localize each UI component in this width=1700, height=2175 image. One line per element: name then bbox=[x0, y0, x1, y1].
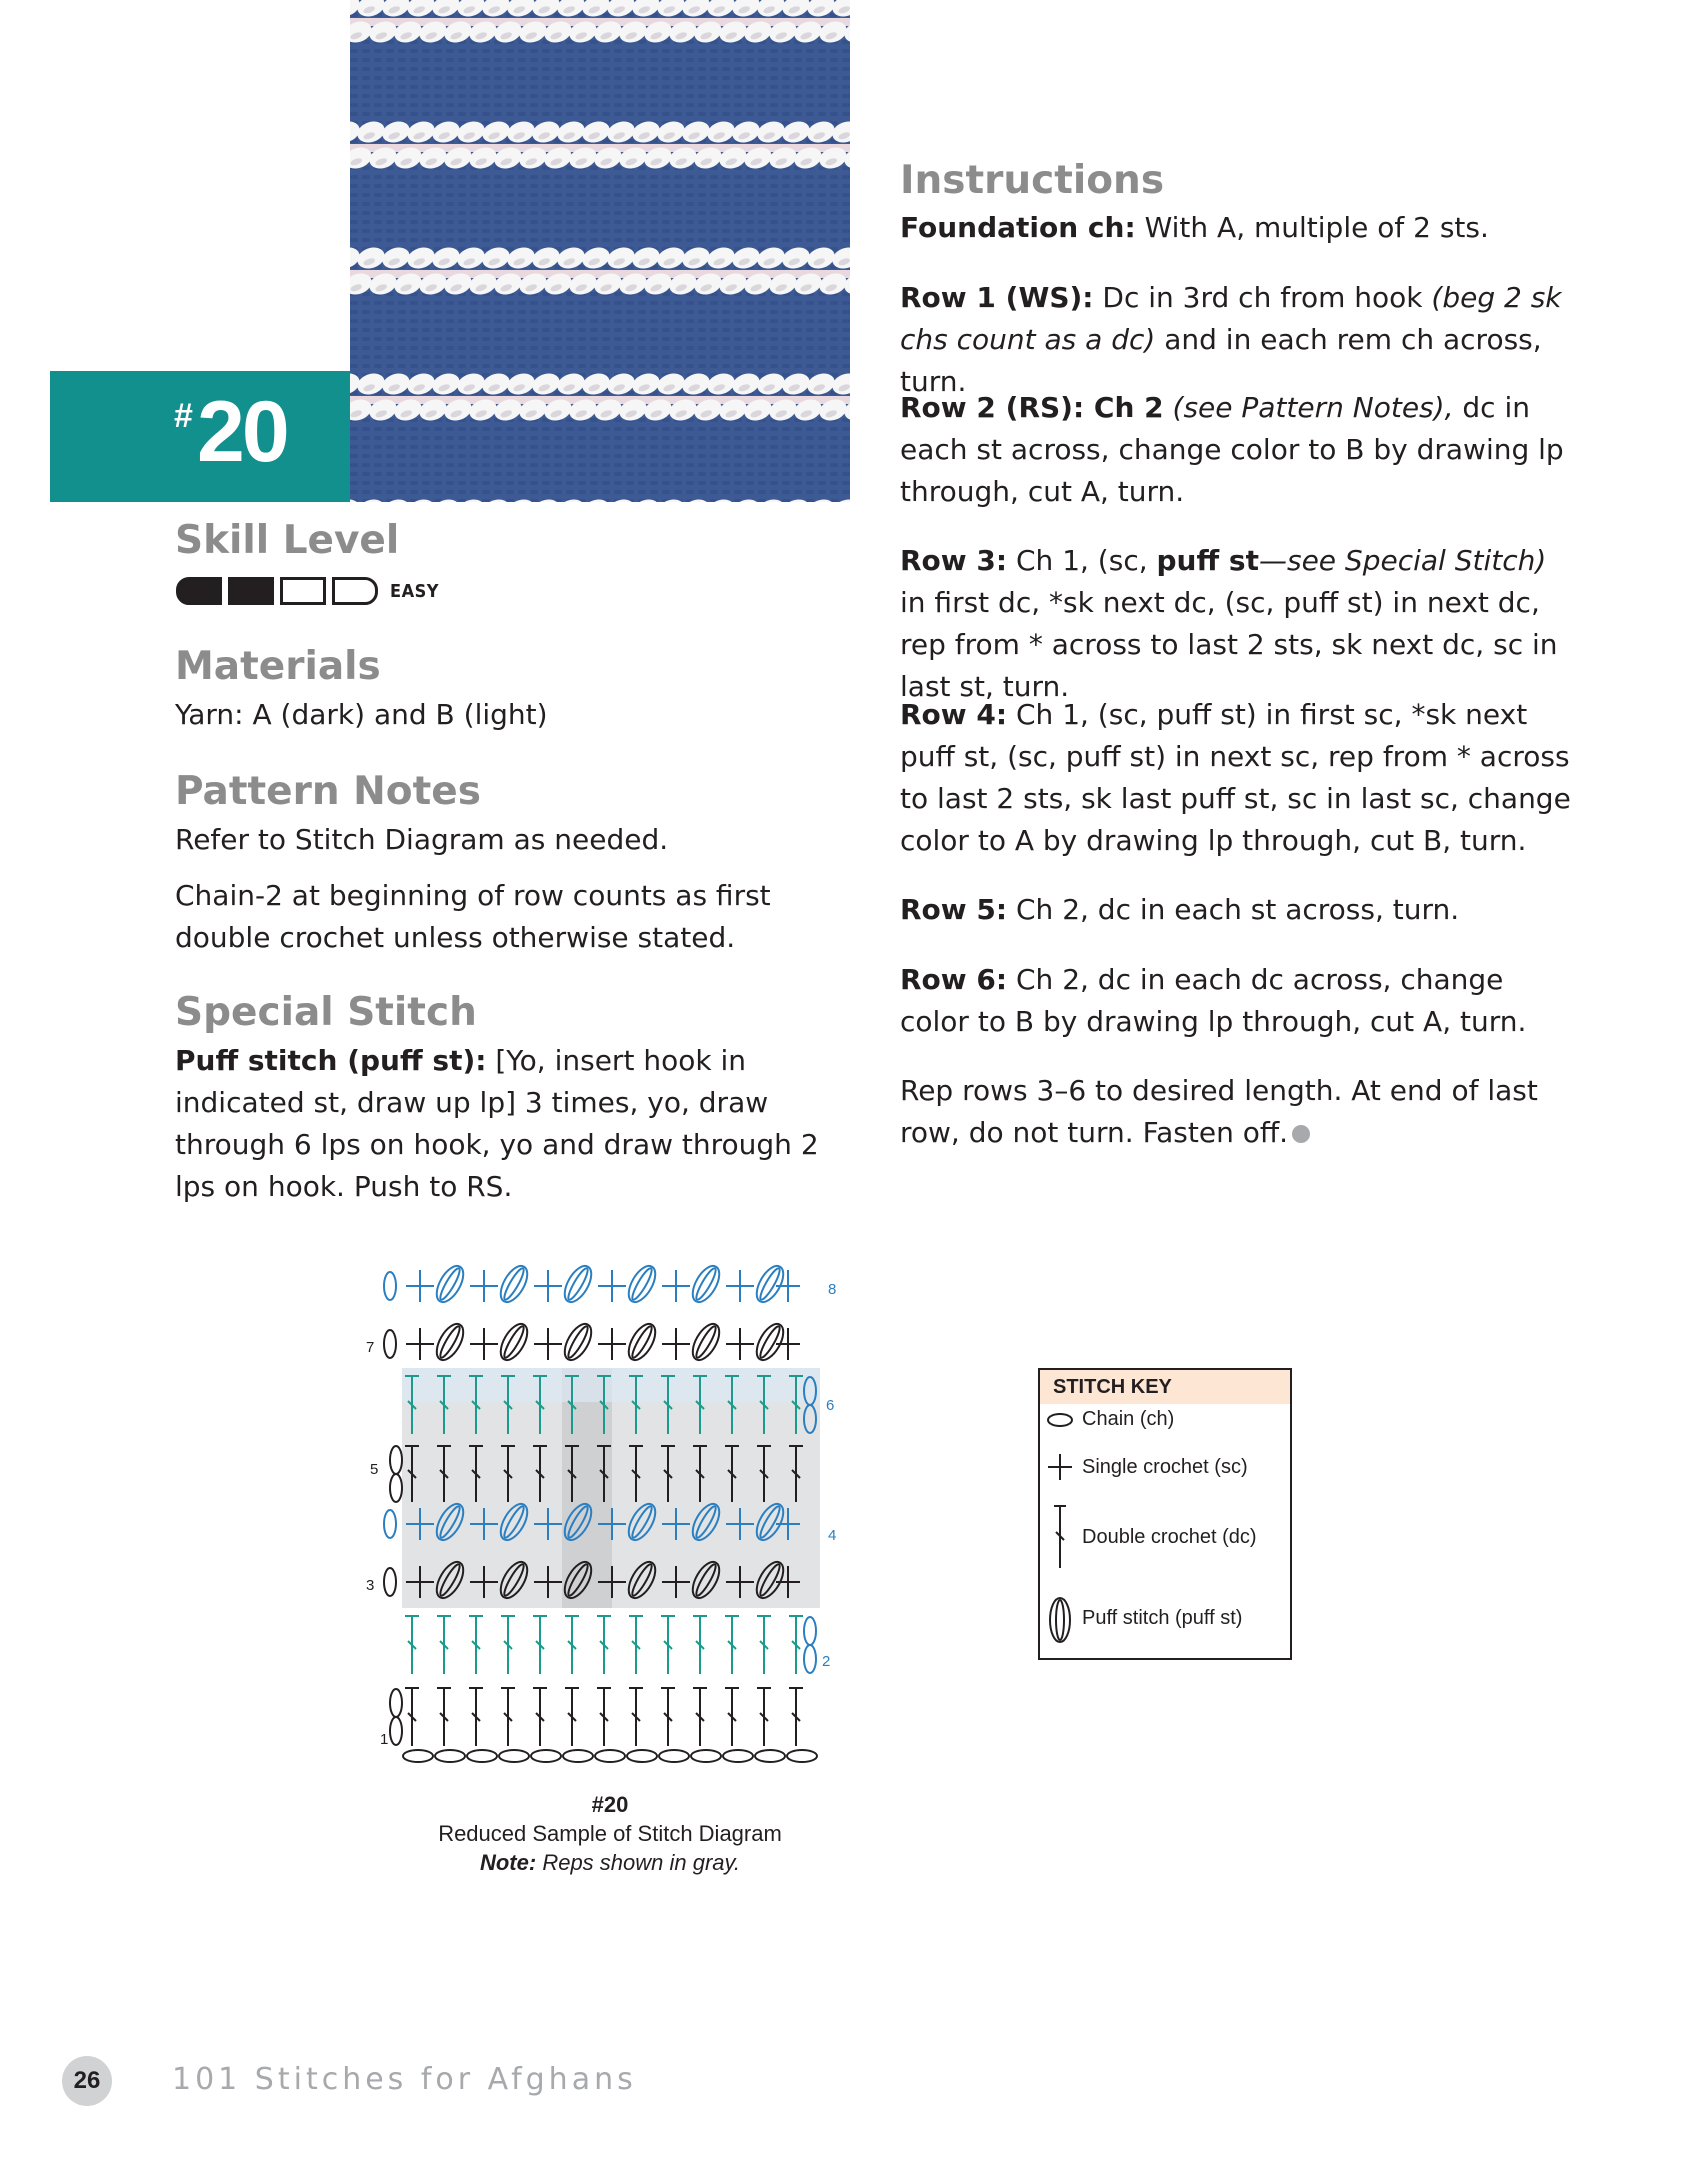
key-row-double-crochet bbox=[1046, 1502, 1257, 1572]
key-label: Chain (ch) bbox=[1082, 1408, 1175, 1430]
puff-mark bbox=[438, 1324, 463, 1359]
row-number-label: 8 bbox=[828, 1281, 837, 1298]
instructions-heading: Instructions bbox=[900, 158, 1165, 203]
turning-chain-mark bbox=[384, 1330, 396, 1358]
chain-mark bbox=[499, 1750, 529, 1762]
chain-mark bbox=[435, 1750, 465, 1762]
stitch-swatch-photo bbox=[350, 0, 850, 502]
instruction-text: Ch 2, dc in each st across, turn. bbox=[1007, 893, 1460, 926]
pattern-number: 20 bbox=[197, 384, 287, 480]
puff-mark bbox=[566, 1324, 591, 1359]
turning-chain-mark bbox=[804, 1617, 816, 1645]
book-title: 101 Stitches for Afghans bbox=[172, 2062, 637, 2097]
puff-mark bbox=[758, 1324, 783, 1359]
stitch-key-title: STITCH KEY bbox=[1040, 1370, 1290, 1404]
turning-chain-mark bbox=[384, 1272, 396, 1300]
instruction-label: Row 5: bbox=[900, 893, 1008, 926]
puff-mark bbox=[495, 1262, 532, 1306]
puff-mark bbox=[623, 1320, 660, 1365]
puff-stitch-symbol-icon bbox=[1046, 1592, 1074, 1644]
row-number-label: 4 bbox=[828, 1527, 837, 1544]
repeat-shading bbox=[402, 1368, 820, 1402]
caption-note-text: Reps shown in gray. bbox=[536, 1850, 741, 1875]
instruction-label: Row 2 (RS): Ch 2 bbox=[900, 391, 1164, 424]
instruction-text: With A, multiple of 2 sts. bbox=[1135, 211, 1489, 244]
chain-mark bbox=[403, 1750, 433, 1762]
page-number: 26 bbox=[62, 2056, 112, 2106]
turning-chain-mark bbox=[390, 1689, 402, 1717]
instruction-label: Foundation ch: bbox=[900, 211, 1136, 244]
key-row-single-crochet bbox=[1046, 1450, 1248, 1484]
puff-mark bbox=[559, 1320, 596, 1365]
turning-chain-mark bbox=[390, 1474, 402, 1502]
pattern-note: Chain-2 at beginning of row counts as first double crochet unless otherwise stated. bbox=[175, 879, 771, 954]
pattern-number-banner bbox=[50, 371, 350, 502]
instruction-text: Ch 1, (sc, puff st) in first sc, *sk next puff st, (sc, puff st) in next sc, rep from * across to last 2 sts, sk last puff st, sc in last sc, change color to A by drawing lp through, cut B, turn. bbox=[900, 698, 1571, 857]
single-crochet-symbol-icon bbox=[1046, 1450, 1074, 1484]
puff-mark bbox=[431, 1320, 468, 1365]
instruction-foundation bbox=[900, 207, 1580, 249]
skill-level-heading: Skill Level bbox=[175, 518, 400, 563]
instruction-text: and in each rem ch across, turn. bbox=[900, 323, 1542, 398]
instruction-label: Row 1 (WS): bbox=[900, 281, 1094, 314]
pattern-note: Refer to Stitch Diagram as needed. bbox=[175, 823, 669, 856]
row-number-label: 6 bbox=[826, 1397, 835, 1414]
instruction-label: Row 6: bbox=[900, 963, 1008, 996]
stitch-key bbox=[1038, 1368, 1292, 1660]
chain-mark bbox=[691, 1750, 721, 1762]
instruction-row-1 bbox=[900, 277, 1580, 403]
puff-mark bbox=[502, 1324, 527, 1359]
instruction-row-4 bbox=[900, 694, 1580, 862]
puff-mark bbox=[623, 1262, 660, 1306]
key-label: Puff stitch (puff st) bbox=[1082, 1606, 1243, 1629]
turning-chain-mark bbox=[390, 1717, 402, 1745]
chain-mark bbox=[595, 1750, 625, 1762]
materials-heading: Materials bbox=[175, 644, 381, 689]
chain-mark bbox=[755, 1750, 785, 1762]
row-number-label: 2 bbox=[822, 1653, 831, 1670]
puff-mark bbox=[438, 1266, 463, 1301]
instruction-text: Ch 2, dc in each dc across, change color to B by drawing lp through, cut A, turn. bbox=[900, 963, 1527, 1038]
instruction-label: Row 3: bbox=[900, 544, 1008, 577]
instruction-text: in first dc, *sk next dc, (sc, puff st) in next dc, rep from * across to last 2 sts, sk next dc, sc in last st, turn. bbox=[900, 586, 1558, 703]
row-number-label: 1 bbox=[380, 1731, 389, 1748]
special-stitch-heading: Special Stitch bbox=[175, 990, 477, 1035]
instruction-text: Ch 1, (sc, bbox=[1007, 544, 1157, 577]
caption-note-label: Note: bbox=[479, 1850, 537, 1875]
instruction-aside: (see Pattern Notes), bbox=[1163, 391, 1454, 424]
row-number-label: 5 bbox=[370, 1461, 379, 1478]
instruction-label: puff st bbox=[1156, 544, 1259, 577]
puff-mark bbox=[687, 1262, 724, 1306]
skill-pill bbox=[332, 577, 378, 605]
caption-title: #20 bbox=[591, 1792, 629, 1817]
instruction-row-3 bbox=[900, 540, 1580, 708]
pattern-hash: # bbox=[174, 397, 193, 435]
key-label: Single crochet (sc) bbox=[1082, 1455, 1248, 1478]
puff-mark bbox=[630, 1266, 655, 1301]
puff-mark bbox=[758, 1266, 783, 1301]
puff-mark bbox=[431, 1262, 468, 1306]
row-number-label: 3 bbox=[366, 1577, 375, 1594]
instruction-row-6 bbox=[900, 959, 1580, 1043]
instruction-row-5 bbox=[900, 889, 1580, 931]
skill-pill bbox=[280, 577, 326, 605]
key-label: Double crochet (dc) bbox=[1082, 1525, 1257, 1548]
materials-text: Yarn: A (dark) and B (light) bbox=[175, 698, 548, 731]
chain-symbol-icon bbox=[1046, 1410, 1074, 1430]
stitch-diagram bbox=[362, 1262, 852, 1776]
key-row-chain bbox=[1046, 1408, 1174, 1431]
instruction-aside: —see Special Stitch) bbox=[1258, 544, 1547, 577]
chain-mark bbox=[723, 1750, 753, 1762]
end-bullet-icon bbox=[1292, 1125, 1310, 1143]
chain-mark bbox=[627, 1750, 657, 1762]
skill-pill bbox=[228, 577, 274, 605]
key-row-puff-stitch bbox=[1046, 1592, 1242, 1644]
puff-mark bbox=[687, 1320, 724, 1365]
special-stitch-text bbox=[175, 1040, 835, 1208]
turning-chain-mark bbox=[384, 1568, 396, 1596]
instruction-text: Rep rows 3–6 to desired length. At end of last row, do not turn. Fasten off. bbox=[900, 1074, 1538, 1149]
instruction-text: Dc in 3rd ch from hook bbox=[1093, 281, 1432, 314]
skill-pill bbox=[176, 577, 222, 605]
skill-level-meter bbox=[176, 578, 439, 604]
instruction-text: dc in each st across, change color to B by drawing lp through, cut A, turn. bbox=[900, 391, 1564, 508]
puff-mark bbox=[694, 1324, 719, 1359]
chain-mark bbox=[563, 1750, 593, 1762]
special-stitch-name: Puff stitch (puff st): bbox=[175, 1044, 487, 1077]
turning-chain-mark bbox=[390, 1446, 402, 1474]
puff-mark bbox=[566, 1266, 591, 1301]
puff-mark bbox=[502, 1266, 527, 1301]
special-stitch-desc: [Yo, insert hook in indicated st, draw up lp] 3 times, yo, draw through 6 lps on hook, yo and draw through 2 lps on hook. Push to RS. bbox=[175, 1044, 819, 1203]
pattern-notes-heading: Pattern Notes bbox=[175, 769, 481, 814]
instruction-aside: (beg 2 sk chs count as a dc) bbox=[900, 281, 1562, 356]
chain-mark bbox=[659, 1750, 689, 1762]
puff-mark bbox=[495, 1320, 532, 1365]
diagram-caption bbox=[360, 1790, 860, 1877]
turning-chain-mark bbox=[384, 1510, 396, 1538]
chain-mark bbox=[531, 1750, 561, 1762]
chain-mark bbox=[467, 1750, 497, 1762]
skill-level-word: EASY bbox=[390, 580, 439, 602]
instruction-label: Row 4: bbox=[900, 698, 1008, 731]
turning-chain-mark bbox=[804, 1645, 816, 1673]
double-crochet-symbol-icon bbox=[1046, 1502, 1074, 1572]
chain-mark bbox=[787, 1750, 817, 1762]
puff-mark bbox=[751, 1262, 788, 1306]
instruction-repeat bbox=[900, 1070, 1590, 1154]
puff-mark bbox=[630, 1324, 655, 1359]
instruction-row-2 bbox=[900, 387, 1580, 513]
puff-mark bbox=[751, 1320, 788, 1365]
caption-line: Reduced Sample of Stitch Diagram bbox=[438, 1821, 782, 1846]
puff-mark bbox=[559, 1262, 596, 1306]
puff-mark bbox=[694, 1266, 719, 1301]
row-number-label: 7 bbox=[366, 1339, 375, 1356]
